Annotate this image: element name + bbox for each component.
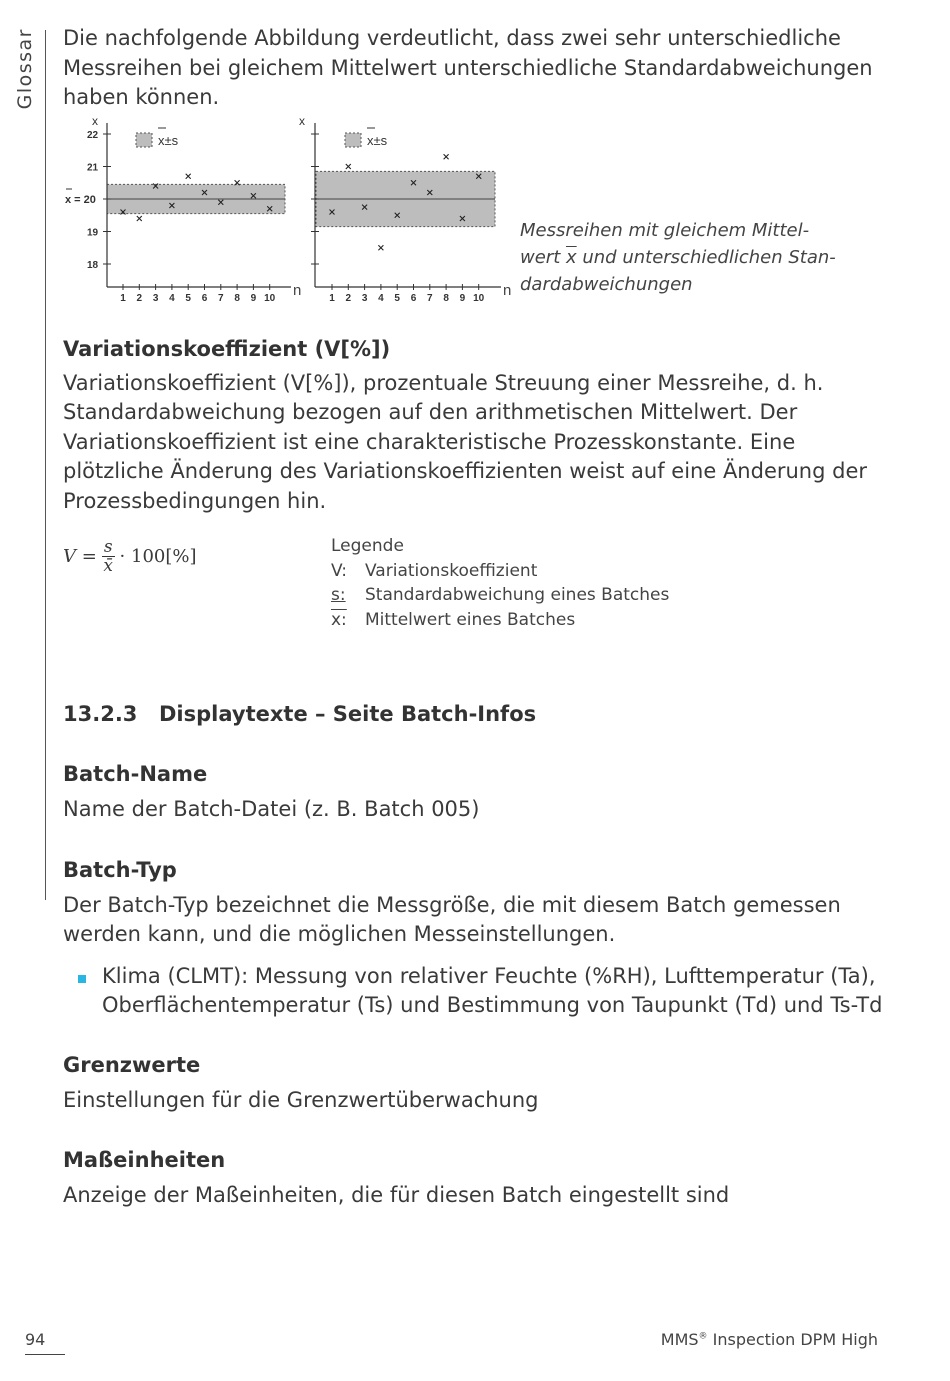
legend-text: Standardabweichung eines Batches (365, 585, 670, 605)
x-tick-label: 9 (459, 292, 466, 304)
vk-formula (63, 538, 197, 575)
figure (63, 117, 885, 317)
legend-swatch (136, 133, 152, 147)
side-divider (45, 30, 46, 900)
formula-row (63, 534, 885, 634)
footer-brand: MMS (660, 1330, 699, 1349)
page-content (63, 24, 885, 1211)
legend-label: x±s (367, 132, 388, 148)
legend-swatch (345, 133, 361, 147)
data-point (346, 164, 351, 169)
legend-key: x: (331, 609, 347, 630)
x-tick-label: 8 (234, 292, 240, 304)
formula-denominator: x̄ (103, 556, 113, 576)
entry-body: Einstellungen für die Grenzwertüberwachung (63, 1087, 539, 1112)
x-tick-label: 3 (152, 292, 159, 304)
x-tick-label: 7 (218, 292, 224, 304)
legend-row (331, 608, 669, 633)
x-tick-label: 2 (345, 292, 352, 304)
caption-line-1: Messreihen mit gleichem Mittel- (520, 219, 810, 241)
vk-body: Variationskoeffizient (V[%]), prozentuale Streuung einer Messreihe, d. h. Standardabweichung bezogen auf den arithmetischen Mittelwert. Der Variationskoeffizient ist eine charakteristische Prozesskonstante. Eine plötzliche Änderung des Variationskoeffizienten weist auf eine Änderung der Prozessbedingungen hin. (63, 370, 868, 513)
entry-heading: Maßeinheiten (63, 1148, 226, 1172)
list-item (78, 962, 885, 1021)
caption-line-2a: wert (520, 246, 566, 268)
entry-body: Der Batch-Typ bezeichnet die Messgröße, die mit diesem Batch gemessen werden kann, und die möglichen Messeinstellungen. (63, 892, 841, 946)
x-axis-label: n (503, 281, 512, 299)
y-tick-label: 21 (87, 162, 99, 173)
y-tick-label: 22 (87, 129, 99, 141)
x-tick-label: 7 (427, 292, 433, 304)
entry-heading: Grenzwerte (63, 1052, 201, 1077)
bullet-text: Klima (CLMT): Messung von relativer Feuchte (%RH), Lufttemperatur (Ta), Oberflächentemperatur (Ts) und Bestimmung von Taupunkt (Td) und Ts-Td (102, 963, 883, 1017)
footer-registered: ® (698, 1331, 708, 1342)
page-number: 94 (25, 1330, 46, 1349)
legend-text: Variationskoeffizient (365, 560, 538, 581)
section-number: 13.2.3 (63, 702, 138, 726)
x-tick-label: 6 (410, 292, 417, 304)
entry-heading: Batch-Name (63, 762, 208, 786)
vk-heading: Variationskoeffizient (V[%]) (63, 336, 391, 361)
legend-key: s: (331, 585, 346, 605)
x-tick-label: 2 (136, 292, 143, 304)
legend-row (331, 583, 669, 608)
formula-fraction (102, 538, 115, 575)
x-tick-label: 6 (201, 292, 208, 304)
legend-label: x±s (158, 132, 179, 148)
x-tick-label: 10 (264, 292, 276, 304)
x-tick-label: 5 (394, 292, 400, 304)
x-tick-label: 10 (473, 292, 485, 304)
legend-key: V: (331, 560, 347, 581)
figure-caption (520, 217, 850, 298)
side-tab: Glossar (14, 28, 36, 110)
footer-title (661, 1330, 878, 1349)
x-tick-label: 4 (378, 292, 384, 304)
data-point (444, 154, 449, 159)
x-tick-label: 4 (169, 292, 175, 304)
intro-paragraph: Die nachfolgende Abbildung verdeutlicht, dass zwei sehr unterschiedliche Messreihen bei gleichem Mittelwert unterschiedliche Standardabweichungen haben können. (63, 26, 873, 109)
x-axis-label: n (293, 281, 302, 299)
formula-legend (331, 534, 669, 632)
formula-numerator: s (103, 537, 113, 557)
x-tick-label: 3 (361, 292, 368, 304)
mean-label: x = 20 (65, 193, 96, 206)
data-point (186, 173, 191, 178)
y-tick-label: 18 (87, 259, 99, 271)
std-dev-chart (63, 117, 513, 317)
entry-body: Name der Batch-Datei (z. B. Batch 005) (63, 797, 480, 821)
section-heading (63, 702, 885, 726)
data-point (137, 216, 142, 221)
x-tick-label: 1 (120, 292, 126, 304)
entry-heading: Batch-Typ (63, 857, 177, 882)
y-axis-label: x (299, 116, 305, 128)
legend-text: Mittelwert eines Batches (365, 609, 576, 630)
footer-product: Inspection DPM High (707, 1330, 878, 1349)
formula-rhs: · 100[%] (119, 546, 197, 567)
caption-line-2b: und unterschiedlichen Stan- (576, 246, 836, 268)
bullet-icon (78, 975, 86, 983)
legend-title: Legende (331, 536, 404, 556)
legend-row (331, 559, 669, 584)
footer-divider (25, 1354, 65, 1355)
x-tick-label: 1 (329, 292, 335, 304)
y-tick-label: 19 (87, 227, 99, 238)
section-title: Displaytexte – Seite Batch-Infos (159, 702, 537, 726)
formula-lhs: V = (63, 546, 97, 567)
caption-mean-symbol: $\overline{x}$ (565, 246, 577, 268)
x-tick-label: 5 (185, 292, 191, 304)
data-point (378, 245, 383, 250)
y-axis-label: x (92, 116, 98, 128)
x-tick-label: 9 (250, 292, 257, 304)
caption-line-3: dardabweichungen (520, 273, 693, 295)
x-tick-label: 8 (443, 292, 449, 304)
entry-body: Anzeige der Maßeinheiten, die für diesen Batch eingestellt sind (63, 1183, 730, 1207)
